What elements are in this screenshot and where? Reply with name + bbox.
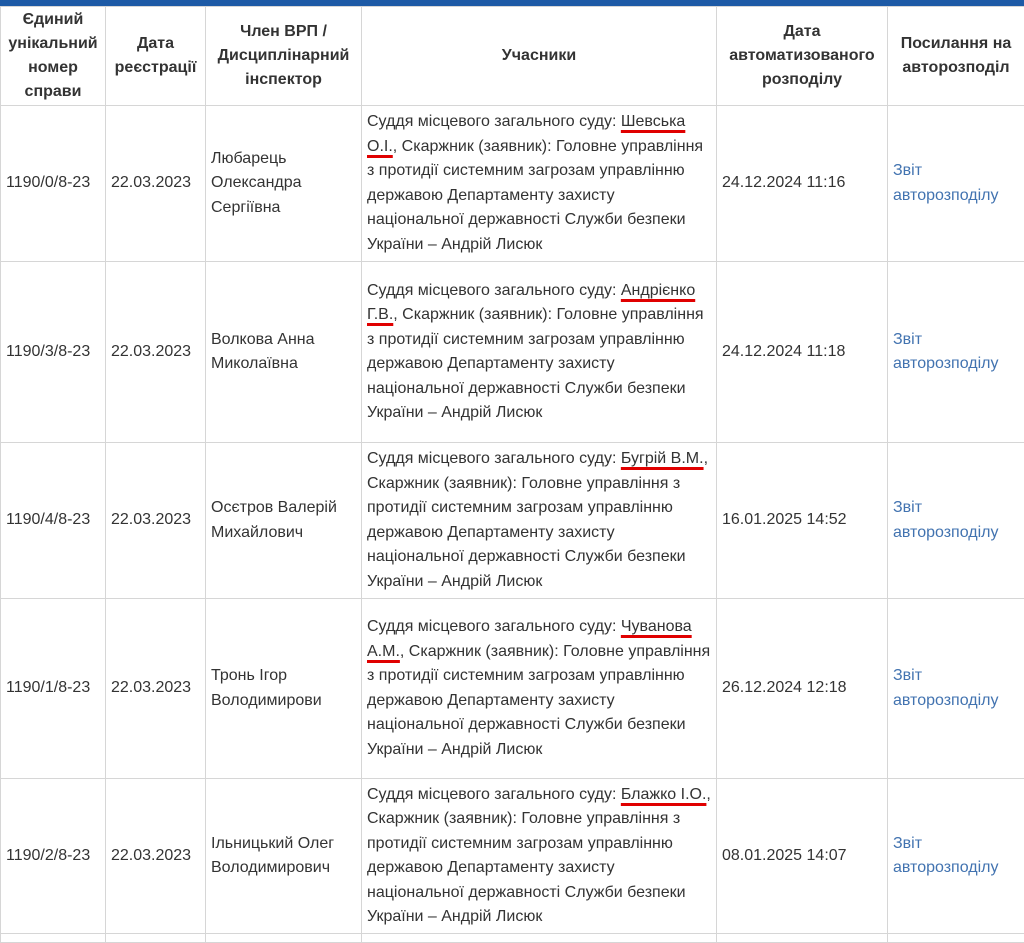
header-distribution-link: Посилання на авторозподіл <box>888 7 1024 106</box>
council-member: Волкова Анна Миколаївна <box>206 262 362 443</box>
empty-cell <box>717 934 888 943</box>
case-number: 1190/1/8-23 <box>1 599 106 779</box>
participants-cell <box>362 599 717 779</box>
judge-name-highlighted: Бугрій В.М. <box>621 450 704 467</box>
table-row <box>1 106 1024 262</box>
registration-date: 22.03.2023 <box>106 106 206 262</box>
case-number: 1190/2/8-23 <box>1 779 106 934</box>
table-row <box>1 599 1024 779</box>
empty-cell <box>888 934 1024 943</box>
case-number: 1190/4/8-23 <box>1 443 106 599</box>
empty-cell <box>362 934 717 943</box>
council-member: Осєтров Валерій Михайлович <box>206 443 362 599</box>
distribution-report-link[interactable]: Звіт авторозподілу <box>893 667 998 709</box>
table-row <box>1 262 1024 443</box>
participants-suffix: , Скаржник (заявник): Головне управління з протидії системним загрозам управлінню державою Департаменту захисту національної державності Служби безпеки України – Андрій Лисюк <box>367 306 704 421</box>
judge-name-highlighted: Шевська О.І. <box>367 113 685 155</box>
table-header-row <box>1 7 1024 106</box>
participants-cell <box>362 443 717 599</box>
judge-name-highlighted: Чуванова А.М. <box>367 618 692 660</box>
distribution-link-cell <box>888 779 1024 934</box>
table-row-partial <box>1 934 1024 943</box>
distribution-date: 26.12.2024 12:18 <box>717 599 888 779</box>
registration-date: 22.03.2023 <box>106 599 206 779</box>
table-row <box>1 779 1024 934</box>
participants-prefix: Суддя місцевого загального суду: <box>367 618 621 635</box>
registration-date: 22.03.2023 <box>106 779 206 934</box>
header-participants: Учасники <box>362 7 717 106</box>
distribution-report-link[interactable]: Звіт авторозподілу <box>893 331 998 373</box>
empty-cell <box>1 934 106 943</box>
council-member: Ільницький Олег Володимирович <box>206 779 362 934</box>
participants-suffix: , Скаржник (заявник): Головне управління з протидії системним загрозам управлінню державою Департаменту захисту національної державності Служби безпеки України – Андрій Лисюк <box>367 450 708 590</box>
participants-prefix: Суддя місцевого загального суду: <box>367 282 621 299</box>
participants-suffix: , Скаржник (заявник): Головне управління з протидії системним загрозам управлінню державою Департаменту захисту національної державності Служби безпеки України – Андрій Лисюк <box>367 138 703 253</box>
judge-name-highlighted: Андрієнко Г.В. <box>367 282 695 324</box>
header-registration-date: Дата реєстрації <box>106 7 206 106</box>
distribution-link-cell <box>888 599 1024 779</box>
header-council-member: Член ВРП / Дисциплінарний інспектор <box>206 7 362 106</box>
empty-cell <box>206 934 362 943</box>
distribution-date: 16.01.2025 14:52 <box>717 443 888 599</box>
distribution-link-cell <box>888 106 1024 262</box>
participants-prefix: Суддя місцевого загального суду: <box>367 450 621 467</box>
participants-prefix: Суддя місцевого загального суду: <box>367 113 621 130</box>
distribution-link-cell <box>888 262 1024 443</box>
registration-date: 22.03.2023 <box>106 262 206 443</box>
case-number: 1190/3/8-23 <box>1 262 106 443</box>
participants-cell <box>362 779 717 934</box>
header-case-number: Єдиний унікальний номер справи <box>1 7 106 106</box>
distribution-date: 24.12.2024 11:18 <box>717 262 888 443</box>
council-member: Любарець Олександра Сергіївна <box>206 106 362 262</box>
registration-date: 22.03.2023 <box>106 443 206 599</box>
participants-cell <box>362 262 717 443</box>
distribution-report-link[interactable]: Звіт авторозподілу <box>893 499 998 541</box>
distribution-date: 08.01.2025 14:07 <box>717 779 888 934</box>
cases-table <box>0 6 1024 943</box>
judge-name-highlighted: Блажко І.О. <box>621 786 707 803</box>
case-number: 1190/0/8-23 <box>1 106 106 262</box>
participants-prefix: Суддя місцевого загального суду: <box>367 786 621 803</box>
table-row <box>1 443 1024 599</box>
participants-suffix: , Скаржник (заявник): Головне управління з протидії системним загрозам управлінню державою Департаменту захисту національної державності Служби безпеки України – Андрій Лисюк <box>367 643 710 758</box>
distribution-link-cell <box>888 443 1024 599</box>
distribution-report-link[interactable]: Звіт авторозподілу <box>893 835 998 877</box>
participants-suffix: , Скаржник (заявник): Головне управління з протидії системним загрозам управлінню державою Департаменту захисту національної державності Служби безпеки України – Андрій Лисюк <box>367 786 711 926</box>
header-distribution-date: Дата автоматизованого розподілу <box>717 7 888 106</box>
empty-cell <box>106 934 206 943</box>
council-member: Тронь Ігор Володимирови <box>206 599 362 779</box>
participants-cell <box>362 106 717 262</box>
distribution-date: 24.12.2024 11:16 <box>717 106 888 262</box>
distribution-report-link[interactable]: Звіт авторозподілу <box>893 162 998 204</box>
